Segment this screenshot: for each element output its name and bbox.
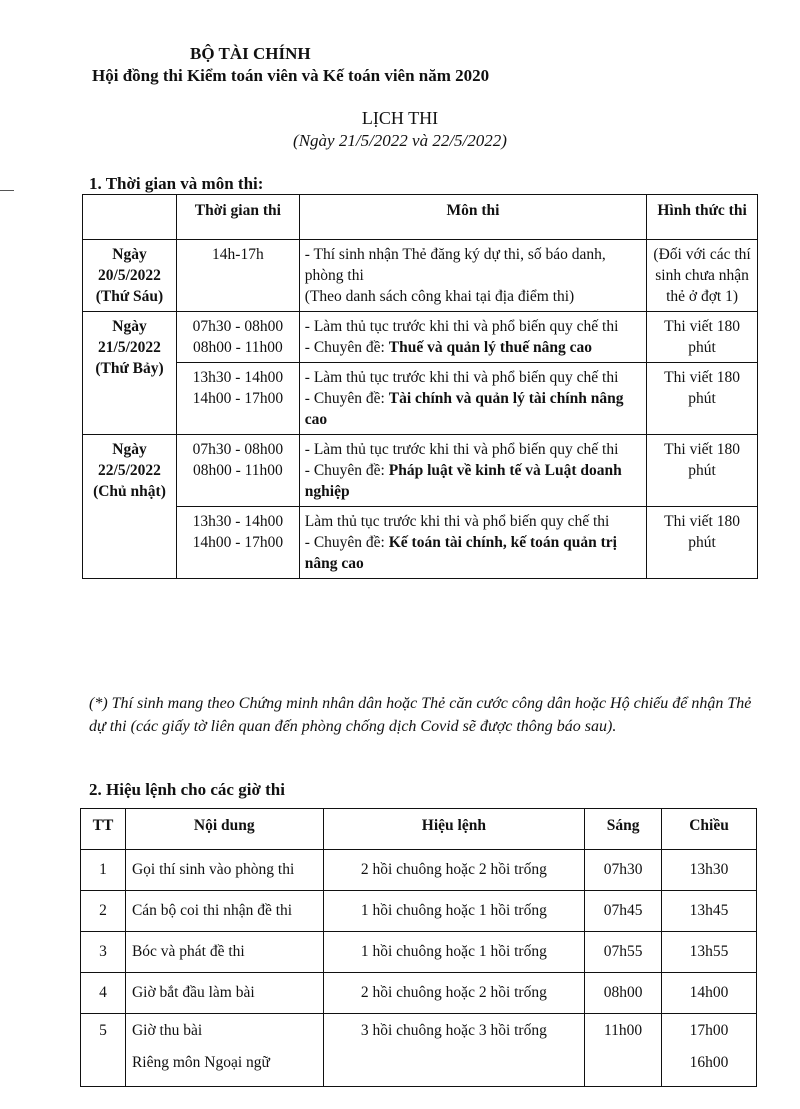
row-signal: 1 hồi chuông hoặc 1 hồi trống — [323, 932, 585, 973]
row-afternoon-time — [662, 1014, 757, 1087]
topic-name: Tài chính và quản lý tài chính nâng cao — [304, 390, 624, 428]
document-dates: (Ngày 21/5/2022 và 22/5/2022) — [293, 131, 507, 150]
day-date: 22/5/2022 — [98, 462, 161, 479]
exam-schedule-table — [82, 194, 758, 579]
day-label: Ngày — [112, 441, 147, 458]
form-cell: (Đối với các thí sinh chưa nhận thẻ ở đợt 1) — [647, 240, 758, 312]
subject-topic-line — [305, 460, 641, 502]
table-row — [81, 1014, 757, 1087]
row-content — [125, 1014, 323, 1087]
time-slot: 13h30 - 14h00 — [192, 369, 284, 386]
time-cell — [176, 363, 299, 435]
topic-prefix: - Chuyên đề: — [304, 534, 389, 551]
column-header-signal: Hiệu lệnh — [323, 809, 585, 850]
time-slot: 07h30 - 08h00 — [192, 318, 284, 335]
day-date: 21/5/2022 — [98, 339, 161, 356]
table-row — [81, 891, 757, 932]
document-title: LỊCH THI — [361, 108, 439, 128]
topic-name: Kế toán tài chính, kế toán quản trị nâng cao — [304, 534, 617, 572]
table-row — [81, 973, 757, 1014]
column-header-number: TT — [81, 809, 126, 850]
table-row — [81, 850, 757, 891]
form-cell: Thi viết 180 phút — [647, 507, 758, 579]
topic-name: Thuế và quản lý thuế nâng cao — [388, 339, 593, 356]
subject-line: (Theo danh sách công khai tại địa điểm thi) — [304, 288, 575, 305]
row-number: 5 — [81, 1014, 126, 1087]
row-afternoon-time: 13h30 — [662, 850, 757, 891]
time-slot: 07h30 - 08h00 — [192, 441, 284, 458]
day-cell — [83, 240, 177, 312]
row-content-extra: Riêng môn Ngoại ngữ — [131, 1054, 270, 1071]
row-signal: 1 hồi chuông hoặc 1 hồi trống — [323, 891, 585, 932]
subject-cell — [299, 363, 646, 435]
row-number: 2 — [81, 891, 126, 932]
column-header-content: Nội dung — [125, 809, 323, 850]
subject-cell — [299, 240, 646, 312]
row-content-main: Giờ thu bài — [131, 1022, 203, 1039]
form-cell: Thi viết 180 phút — [647, 312, 758, 363]
table-row — [83, 240, 758, 312]
table-header-row — [81, 809, 757, 850]
topic-prefix: - Chuyên đề: — [304, 390, 389, 407]
day-cell — [83, 435, 177, 579]
row-afternoon-extra: 16h00 — [689, 1054, 729, 1071]
row-signal: 2 hồi chuông hoặc 2 hồi trống — [323, 850, 585, 891]
table-row — [83, 507, 758, 579]
time-slot: 08h00 - 11h00 — [192, 462, 283, 479]
column-header-morning: Sáng — [585, 809, 662, 850]
subject-cell — [299, 435, 646, 507]
time-slot: 14h00 - 17h00 — [192, 534, 284, 551]
row-morning-time: 11h00 — [585, 1014, 662, 1087]
table-row — [83, 312, 758, 363]
council-name: Hội đồng thi Kiểm toán viên và Kế toán viên năm 2020 — [92, 66, 490, 85]
table-row — [83, 363, 758, 435]
subject-line: - Thí sinh nhận Thẻ đăng ký dự thi, số báo danh, phòng thi — [304, 246, 606, 284]
column-header-form: Hình thức thi — [647, 195, 758, 240]
row-morning-time: 07h45 — [585, 891, 662, 932]
row-afternoon-main: 17h00 — [689, 1022, 729, 1039]
signal-schedule-table — [80, 808, 757, 1087]
row-signal: 2 hồi chuông hoặc 2 hồi trống — [323, 973, 585, 1014]
scan-edge-mark — [0, 190, 14, 191]
time-slot: 08h00 - 11h00 — [192, 339, 283, 356]
row-afternoon-time: 14h00 — [662, 973, 757, 1014]
time-slot: 13h30 - 14h00 — [192, 513, 284, 530]
row-morning-time: 07h30 — [585, 850, 662, 891]
time-cell — [176, 435, 299, 507]
row-number: 3 — [81, 932, 126, 973]
section-2-title: 2. Hiệu lệnh cho các giờ thi — [89, 780, 285, 799]
row-signal: 3 hồi chuông hoặc 3 hồi trống — [323, 1014, 585, 1087]
topic-name: Pháp luật về kinh tế và Luật doanh nghiệp — [304, 462, 622, 500]
table-row — [81, 932, 757, 973]
day-cell — [83, 312, 177, 435]
day-weekday: (Chủ nhật) — [93, 483, 166, 500]
subject-line: - Làm thủ tục trước khi thi và phổ biến quy chế thi — [304, 441, 619, 458]
row-content: Cán bộ coi thi nhận đề thi — [125, 891, 323, 932]
time-slot: 14h00 - 17h00 — [192, 390, 284, 407]
day-weekday: (Thứ Sáu) — [95, 288, 164, 305]
topic-prefix: - Chuyên đề: — [304, 339, 389, 356]
row-number: 4 — [81, 973, 126, 1014]
table-header-row — [83, 195, 758, 240]
subject-line: - Làm thủ tục trước khi thi và phổ biến quy chế thi — [304, 369, 619, 386]
id-document-note: (*) Thí sinh mang theo Chứng minh nhân dân hoặc Thẻ căn cước công dân hoặc Hộ chiếu để nhận Thẻ dự thi (các giấy tờ liên quan đến phòng chống dịch Covid sẽ được thông báo sau). — [89, 695, 752, 735]
ministry-name: BỘ TÀI CHÍNH — [190, 44, 311, 63]
time-cell — [176, 507, 299, 579]
table-row — [83, 435, 758, 507]
row-afternoon-time: 13h55 — [662, 932, 757, 973]
section-1-title: 1. Thời gian và môn thi: — [89, 174, 264, 193]
day-weekday: (Thứ Bảy) — [95, 360, 164, 377]
form-cell: Thi viết 180 phút — [647, 435, 758, 507]
subject-cell — [299, 312, 646, 363]
subject-topic-line — [305, 388, 641, 430]
subject-line: - Làm thủ tục trước khi thi và phổ biến quy chế thi — [304, 318, 619, 335]
day-label: Ngày — [112, 318, 147, 335]
time-slot: 14h-17h — [212, 246, 264, 263]
column-header-afternoon: Chiều — [662, 809, 757, 850]
form-cell: Thi viết 180 phút — [647, 363, 758, 435]
row-content: Bóc và phát đề thi — [125, 932, 323, 973]
column-header-day — [83, 195, 177, 240]
topic-prefix: - Chuyên đề: — [304, 462, 389, 479]
row-content: Giờ bắt đầu làm bài — [125, 973, 323, 1014]
subject-topic-line — [305, 532, 641, 574]
subject-line: Làm thủ tục trước khi thi và phổ biến quy chế thi — [304, 513, 610, 530]
column-header-subject: Môn thi — [299, 195, 646, 240]
subject-cell — [299, 507, 646, 579]
day-date: 20/5/2022 — [98, 267, 161, 284]
row-content: Gọi thí sinh vào phòng thi — [125, 850, 323, 891]
row-afternoon-time: 13h45 — [662, 891, 757, 932]
subject-topic-line — [305, 337, 641, 358]
column-header-time: Thời gian thi — [176, 195, 299, 240]
row-morning-time: 08h00 — [585, 973, 662, 1014]
time-cell — [176, 240, 299, 312]
day-label: Ngày — [112, 246, 147, 263]
time-cell — [176, 312, 299, 363]
row-number: 1 — [81, 850, 126, 891]
row-morning-time: 07h55 — [585, 932, 662, 973]
